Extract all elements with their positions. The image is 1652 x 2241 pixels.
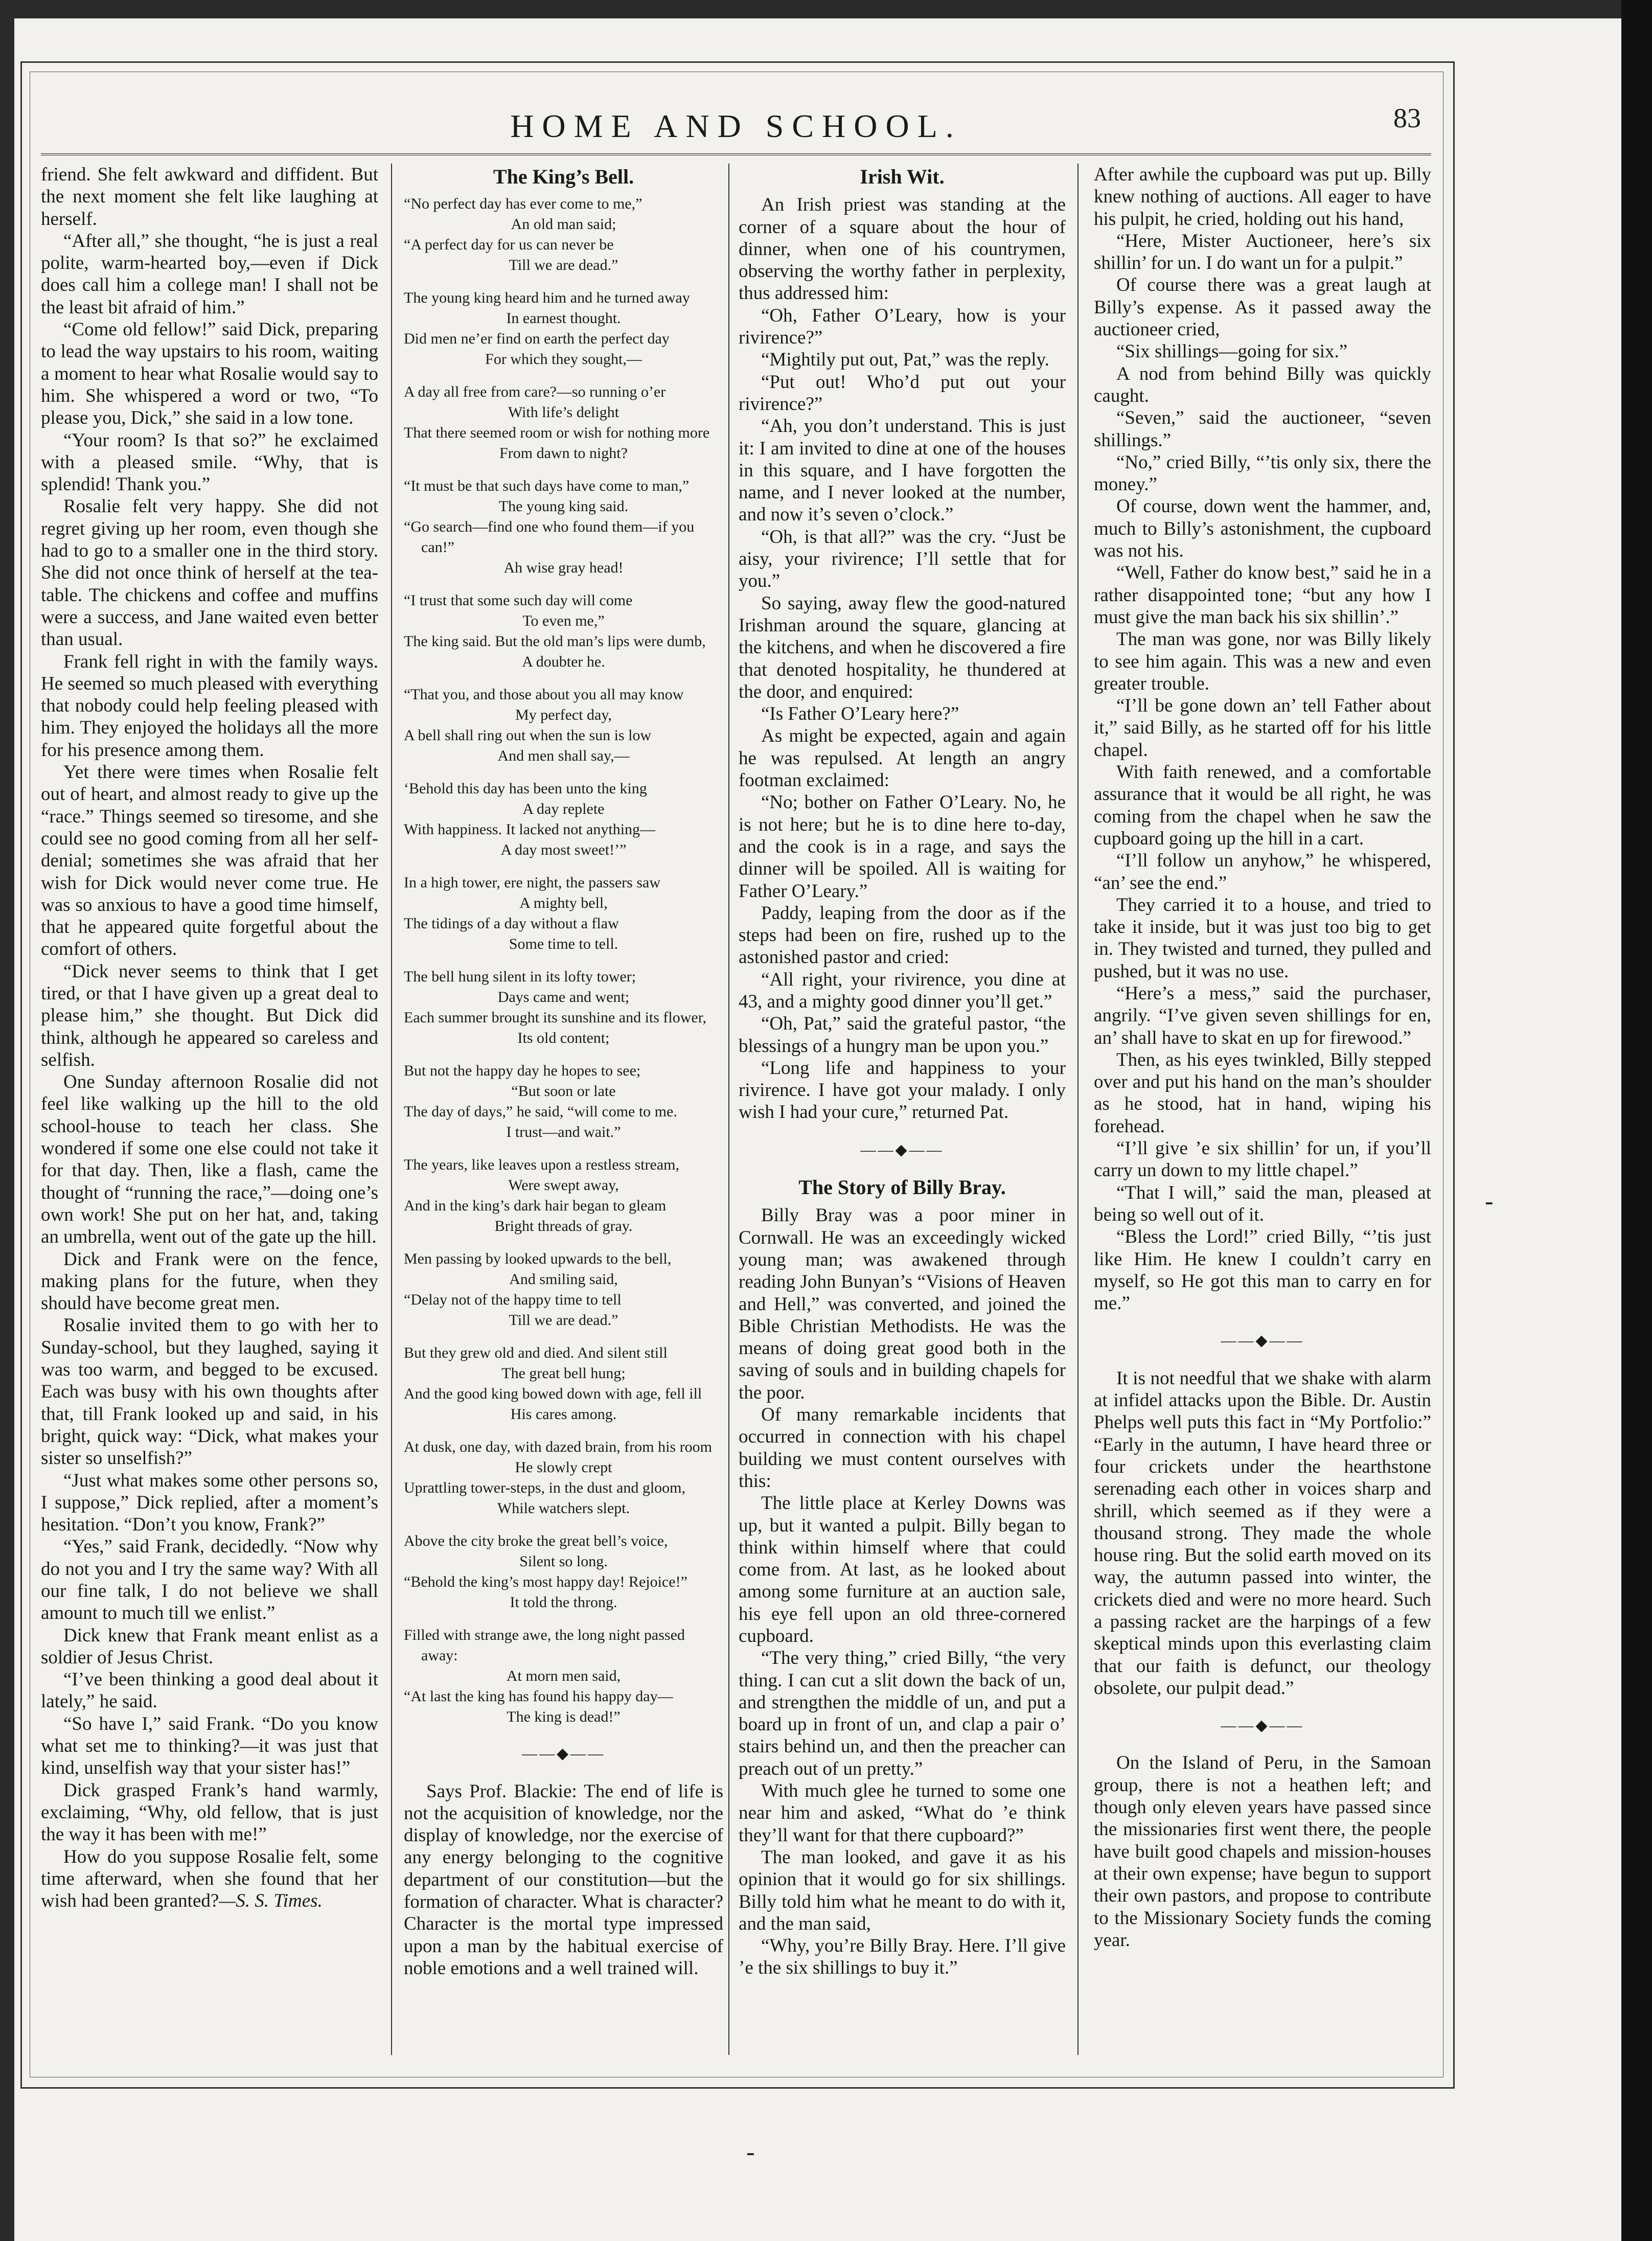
section-separator: ——◆——: [521, 1745, 606, 1763]
paragraph: “Seven,” said the auctioneer, “seven shillings.”: [1094, 407, 1431, 451]
poem-line: “Behold the king’s most happy day! Rejoice!”: [404, 1573, 687, 1591]
paragraph: Of many remarkable incidents that occurred in connection with his chapel building we must content ourselves with this:: [739, 1404, 1066, 1492]
column-rule: [391, 164, 392, 2055]
paragraph: “Here, Mister Auctioneer, here’s six shillin’ for un. I do want un for a pulpit.”: [1094, 230, 1431, 274]
paragraph: “Yes,” said Frank, decidedly. “Now why do not you and I try the same way? With all our fine talk, I do not believe we shall amount to much till we enlist.”: [41, 1536, 378, 1624]
poem-line: The king said. But the old man’s lips were dumb,: [404, 633, 706, 650]
paragraph: “Is Father O’Leary here?”: [761, 703, 959, 725]
poem-title: The King’s Bell.: [493, 165, 634, 188]
poem-line: Above the city broke the great bell’s voice,: [404, 1533, 668, 1550]
paragraph: With much glee he turned to some one near him and asked, “What do ’e think they’ll want for that there cupboard?”: [739, 1780, 1066, 1846]
poem-line: Its old content;: [517, 1030, 610, 1047]
poem-line: And in the king’s dark hair began to gleam: [404, 1197, 667, 1215]
poem-line: While watchers slept.: [497, 1500, 630, 1517]
paragraph: As might be expected, again and again he was repulsed. At length an angry footman exclaimed:: [739, 725, 1066, 791]
poem-stanza: [404, 1343, 723, 1425]
poem-line: But they grew old and died. And silent still: [404, 1344, 668, 1362]
paragraph: Rosalie felt very happy. She did not regret giving up her room, even though she had to go to a smaller one in the third story. She did not once think of herself at the tea-table. The chickens and coffee and muffins were a success, and Jane waited even better than usual.: [41, 496, 378, 650]
paragraph: friend. She felt awkward and diffident. But the next moment she felt like laughing at herself.: [41, 164, 378, 230]
poem-line: A day replete: [522, 801, 605, 818]
paragraph: “So have I,” said Frank. “Do you know what set me to thinking?—it was just that kind, unselfish way that your sister has!”: [41, 1713, 378, 1779]
poem-line: “No perfect day has ever come to me,”: [404, 195, 643, 213]
paragraph: On the Island of Peru, in the Samoan group, there is not a heathen left; and though only eleven years have passed since the missionaries first went there, the people have built good chapels and mission-houses at their own expense; have begun to support their own pastors, and propose to contribute to the Missionary Society funds the coming year.: [1094, 1752, 1431, 1951]
section-separator: ——◆——: [1221, 1717, 1304, 1734]
paragraph: After awhile the cupboard was put up. Billy knew nothing of auctions. All eager to have his pulpit, he cried, holding out his hand,: [1094, 164, 1431, 230]
paragraph: “Oh, is that all?” was the cry. “Just be aisy, your rivirence; I’ll settle that for you.”: [739, 526, 1066, 592]
paragraph: Dick knew that Frank meant enlist as a soldier of Jesus Christ.: [41, 1625, 378, 1668]
paragraph: “Just what makes some other persons so, I suppose,” Dick replied, after a moment’s hesitation. “Don’t you know, Frank?”: [41, 1470, 378, 1536]
poem-line: A day all free from care?—so running o’er: [404, 383, 666, 401]
poem-line: Till we are dead.”: [509, 1312, 618, 1329]
paragraph: A nod from behind Billy was quickly caught.: [1094, 363, 1431, 406]
paragraph: “That I will,” said the man, pleased at being so well out of it.: [1094, 1182, 1431, 1225]
poem-line: The young king heard him and he turned away: [404, 289, 690, 307]
paragraph: “I’ll be gone down an’ tell Father about it,” said Billy, as he started off for his little chapel.: [1094, 695, 1431, 761]
column-rule: [1077, 164, 1079, 2055]
paragraph: “Come old fellow!” said Dick, preparing to lead the way upstairs to his room, waiting a moment to hear what Rosalie would say to him. She whispered a word or two, “To please you, Dick,” she said in a low tone.: [41, 319, 378, 429]
paragraph: An Irish priest was standing at the corner of a square about the hour of dinner, when one of his countrymen, observing the worthy father in perplexity, thus addressed him:: [739, 194, 1066, 304]
poem-line: Filled with strange awe, the long night passed away:: [404, 1627, 685, 1664]
paragraph: “Dick never seems to think that I get tired, or that I have given up a great deal to please him,” she thought. But Dick did think, although he appeared so careless and selfish.: [41, 961, 378, 1070]
paragraph: Dick grasped Frank’s hand warmly, exclaiming, “Why, old fellow, that is just the way it has been with me!”: [41, 1779, 378, 1845]
poem-line: The young king said.: [498, 498, 629, 515]
poem-stanza: [404, 967, 723, 1048]
poem-line: The years, like leaves upon a restless stream,: [404, 1156, 679, 1174]
paragraph: “Ah, you don’t understand. This is just it: I am invited to dine at one of the houses in this square, and I have forgotten the name, and I never looked at the number, and now it’s seven o’clock.”: [739, 416, 1066, 525]
poem-line: I trust—and wait.”: [506, 1124, 621, 1141]
poem-line: But not the happy day he hopes to see;: [404, 1062, 641, 1080]
poem-line: “At last the king has found his happy day—: [404, 1688, 673, 1705]
paragraph: Frank fell right in with the family ways. He seemed so much pleased with everything that nobody could help feeling pleased with him. They enjoyed the holidays all the more for his presence among them.: [41, 651, 378, 761]
poem-stanza: [404, 779, 723, 860]
poem-stanza: [404, 1249, 723, 1331]
poem-line: Men passing by looked upwards to the bell,: [404, 1250, 672, 1268]
paragraph: Of course there was a great laugh at Billy’s expense. As it passed away the auctioneer cried,: [1094, 275, 1431, 340]
poem-line: The bell hung silent in its lofty tower;: [404, 968, 636, 986]
paragraph: The little place at Kerley Downs was up, but it wanted a pulpit. Billy began to think within himself where that could come from. At last, as he looked about among some furniture at an auction sale, his eye fell upon an old three-cornered cupboard.: [739, 1493, 1066, 1647]
poem-line: “It must be that such days have come to man,”: [404, 477, 690, 495]
paragraph: “All right, your rivirence, you dine at 43, and a mighty good dinner you’ll get.”: [739, 969, 1066, 1012]
article-title: Irish Wit.: [860, 165, 945, 188]
column-4: [1094, 164, 1431, 2055]
paragraph: They carried it to a house, and tried to take it inside, but it was just too big to get in. They twisted and turned, they pulled and pushed, but it was no use.: [1094, 894, 1431, 982]
poem-line: Bright threads of gray.: [494, 1218, 633, 1235]
section-separator: ——◆——: [860, 1141, 944, 1158]
paragraph: “Why, you’re Billy Bray. Here. I’ll give ’e the six shillings to buy it.”: [739, 1935, 1066, 1979]
poem-stanza: [404, 1437, 723, 1519]
paragraph-text: How do you suppose Rosalie felt, some time afterward, when she found that her wish had been granted?: [41, 1846, 378, 1912]
paragraph: So saying, away flew the good-natured Irishman around the square, glancing at the kitchens, and when he discovered a fire that denoted hospitality, he thundered at the door, and enquired:: [739, 592, 1066, 702]
paragraph: Then, as his eyes twinkled, Billy stepped over and put his hand on the man’s shoulder as he stood, hat in hand, wiping his forehead.: [1094, 1049, 1431, 1137]
paragraph: “Well, Father do know best,” said he in a rather disappointed tone; “but any how I must give the man back his six shillin’.”: [1094, 562, 1431, 628]
poem-line: An old man said;: [511, 216, 616, 233]
scan-right-edge: [1621, 0, 1652, 2241]
poem-line: At morn men said,: [506, 1667, 621, 1685]
poem: [404, 194, 723, 1727]
poem-line: With happiness. It lacked not anything—: [404, 821, 656, 838]
scan-top-edge: [0, 0, 1652, 18]
paragraph: Dick and Frank were on the fence, making plans for the future, when they should have become great men.: [41, 1248, 378, 1314]
poem-line: His cares among.: [510, 1406, 617, 1423]
poem-line: Days came and went;: [497, 989, 630, 1006]
poem-line: “I trust that some such day will come: [404, 592, 633, 609]
paragraph: Yet there were times when Rosalie felt out of heart, and almost ready to give up the “race.” Things seemed so tiresome, and she could see no good coming from all her self-denial; sometimes she was afraid that her wish for Dick would never come true. He was so anxious to have a good time himself, that he appeared quite forgetful about the comfort of others.: [41, 762, 378, 960]
section-separator: ——◆——: [1221, 1332, 1304, 1350]
paragraph: “Oh, Father O’Leary, how is your rivirence?”: [739, 305, 1066, 349]
paragraph: “Oh, Pat,” said the grateful pastor, “the blessings of a hungry man be upon you.”: [739, 1013, 1066, 1057]
poem-line: And smiling said,: [509, 1271, 618, 1288]
poem-line: The day of days,” he said, “will come to me.: [404, 1103, 677, 1120]
poem-stanza: [404, 684, 723, 766]
poem-line: In a high tower, ere night, the passers saw: [404, 874, 660, 891]
paragraph: “Your room? Is that so?” he exclaimed with a pleased smile. “Why, that is splendid! Thank you.”: [41, 429, 378, 495]
paragraph: “No,” cried Billy, “’tis only six, there the money.”: [1094, 451, 1431, 495]
poem-line: He slowly crept: [515, 1459, 612, 1476]
paragraph: The man looked, and gave it as his opinion that it would go for six shillings. Billy told him what he meant to do with it, and the man said,: [739, 1846, 1066, 1934]
paragraph: The man was gone, nor was Billy likely to see him again. This was a new and even greater trouble.: [1094, 629, 1431, 694]
poem-line: And the good king bowed down with age, fell ill: [404, 1385, 702, 1403]
paragraph: Paddy, leaping from the door as if the steps had been on fire, rushed up to the astonished pastor and cried:: [739, 902, 1066, 968]
poem-line: A mighty bell,: [519, 895, 608, 912]
poem-line: At dusk, one day, with dazed brain, from his room: [404, 1438, 712, 1456]
poem-line: ‘Behold this day has been unto the king: [404, 780, 647, 797]
scan-left-edge: [0, 0, 14, 2241]
source-credit: —S. S. Times.: [219, 1890, 323, 1912]
paragraph-with-credit: [41, 1846, 378, 1912]
poem-line: It told the throng.: [510, 1594, 617, 1611]
article-title: The Story of Billy Bray.: [798, 1176, 1006, 1199]
margin-mark: -: [1485, 1186, 1494, 1215]
paragraph: “I’ll follow un anyhow,” he whispered, “an’ see the end.”: [1094, 850, 1431, 894]
poem-stanza: [404, 1061, 723, 1142]
poem-line: Each summer brought its sunshine and its flower,: [404, 1009, 707, 1026]
paragraph: “Bless the Lord!” cried Billy, “’tis just like Him. He knew I couldn’t carry en myself, so He got this man to carry en for me.”: [1094, 1226, 1431, 1314]
poem-line: “Go search—find one who found them—if you can!”: [404, 518, 695, 556]
page-number: 83: [1393, 103, 1421, 133]
page-header: [41, 97, 1431, 155]
poem-line: For which they sought,—: [485, 351, 642, 368]
paragraph: “No; bother on Father O’Leary. No, he is not here; but he is to dine here to-day, and the cook is in a rage, and says the dinner will be spoiled. All is waiting for Father O’Leary.”: [739, 792, 1066, 902]
poem-stanza: [404, 1625, 723, 1727]
paragraph: “Here’s a mess,” said the purchaser, angrily. “I’ve given seven shillings for en, an’ shall have to skat en up for firewood.”: [1094, 982, 1431, 1048]
poem-line: In earnest thought.: [506, 310, 621, 327]
poem-line: The tidings of a day without a flaw: [404, 915, 619, 932]
paragraph: “Mightily put out, Pat,” was the reply.: [761, 349, 1049, 371]
column-3: [739, 164, 1066, 2055]
paragraph: “Six shillings—going for six.”: [1116, 341, 1348, 362]
paragraph: It is not needful that we shake with alarm at infidel attacks upon the Bible. Dr. Austin Phelps well puts this fact in “My Portfolio:” “Early in the autumn, I have heard three or four crickets under the hearthstone serenading each other in voices sharp and shrill, which seemed as if they were a thousand strong. They made the whole house ring. But the solid earth moved on its way, the autumn passed into winter, the crickets died and were no more heard. Such a passing racket are the harpings of a few skeptical minds upon this everlasting claim that our faith is defunct, our theology obsolete, our pulpit dead.”: [1094, 1367, 1431, 1699]
poem-line: “Delay not of the happy time to tell: [404, 1291, 622, 1309]
poem-stanza: [404, 288, 723, 370]
poem-line: Till we are dead.”: [509, 257, 618, 274]
poem-line: “A perfect day for us can never be: [404, 236, 614, 254]
column-1: [41, 164, 378, 2055]
poem-line: Were swept away,: [508, 1177, 619, 1194]
poem-stanza: [404, 476, 723, 578]
poem-stanza: [404, 194, 723, 276]
poem-stanza: [404, 382, 723, 464]
poem-line: That there seemed room or wish for nothing more: [404, 424, 710, 442]
column-2: [404, 164, 723, 2055]
poem-line: A doubter he.: [522, 653, 605, 671]
paragraph: “Long life and happiness to your rivirence. I have got your malady. I only wish I had your cure,” returned Pat.: [739, 1057, 1066, 1123]
paragraph: “Put out! Who’d put out your rivirence?”: [739, 371, 1066, 415]
poem-line: “That you, and those about you all may know: [404, 686, 684, 703]
paragraph: “The very thing,” cried Billy, “the very thing. I can cut a slit down the back of un, and strengthen the middle of un, and put a board up in front of un, and clap a pair o’ stairs behind un, and then the preacher can preach out of un pretty.”: [739, 1648, 1066, 1779]
paragraph: One Sunday afternoon Rosalie did not feel like walking up the hill to the old school-house to teach her class. She wondered if some one else could not take it for that day. Then, like a flash, came the thought of “running the race,”—doing one’s own work! She put on her hat, and, taking an umbrella, went out of the gate up the hill.: [41, 1071, 378, 1248]
column-rule: [728, 164, 729, 2055]
poem-line: Uprattling tower-steps, in the dust and gloom,: [404, 1479, 685, 1497]
paragraph: “I’ll give ’e six shillin’ for un, if you’ll carry un down to my little chapel.”: [1094, 1138, 1431, 1181]
poem-line: “But soon or late: [511, 1083, 616, 1100]
poem-stanza: [404, 1155, 723, 1237]
poem-line: Ah wise gray head!: [503, 559, 624, 577]
poem-stanza: [404, 1531, 723, 1613]
paragraph: With faith renewed, and a comfortable assurance that it would be all right, he was coming from the chapel when he saw the cupboard going up the hill in a cart.: [1094, 762, 1431, 849]
poem-line: And men shall say,—: [497, 747, 630, 765]
paragraph: Billy Bray was a poor miner in Cornwall. He was an exceedingly wicked young man; was awakened through reading John Bunyan’s “Visions of Heaven and Hell,” was converted, and joined the Bible Christian Methodists. He was the means of doing great good both in the saving of souls and in building chapels for the poor.: [739, 1205, 1066, 1403]
poem-line: A day most sweet!’”: [500, 841, 627, 859]
paragraph: “I’ve been thinking a good deal about it lately,” he said.: [41, 1669, 378, 1712]
paragraph: Of course, down went the hammer, and, much to Billy’s astonishment, the cupboard was not his.: [1094, 496, 1431, 562]
poem-stanza: [404, 590, 723, 672]
masthead-title: HOME AND SCHOOL.: [510, 108, 962, 144]
poem-line: To even me,”: [522, 612, 605, 630]
poem-line: A bell shall ring out when the sun is low: [404, 727, 652, 744]
poem-line: From dawn to night?: [499, 445, 628, 462]
poem-line: Some time to tell.: [509, 935, 618, 953]
poem-line: Did men ne’er find on earth the perfect day: [404, 330, 670, 348]
poem-line: With life’s delight: [508, 404, 620, 421]
paragraph: Says Prof. Blackie: The end of life is not the acquisition of knowledge, nor the display of knowledge, nor the exercise of any energy belonging to the cognitive department of our constitution—but the formation of character. What is character? Character is the mortal type impressed upon a man by the habitual exercise of noble emotions and a well trained will.: [404, 1780, 723, 1979]
poem-line: My perfect day,: [515, 706, 612, 724]
poem-line: The great bell hung;: [501, 1365, 626, 1382]
margin-mark: -: [746, 2137, 755, 2166]
paragraph: Rosalie invited them to go with her to Sunday-school, but they laughed, saying it was too warm, and begged to be excused. Each was busy with his own thoughts after that, till Frank looked up and said, in his bright, quick way: “Dick, what makes your sister so unselfish?”: [41, 1315, 378, 1469]
poem-stanza: [404, 873, 723, 954]
poem-line: Silent so long.: [519, 1553, 608, 1570]
poem-line: The king is dead!”: [507, 1708, 621, 1726]
paragraph: “After all,” she thought, “he is just a real polite, warm-hearted boy,—even if Dick does call him a college man! I shall not be the least bit afraid of him.”: [41, 230, 378, 318]
